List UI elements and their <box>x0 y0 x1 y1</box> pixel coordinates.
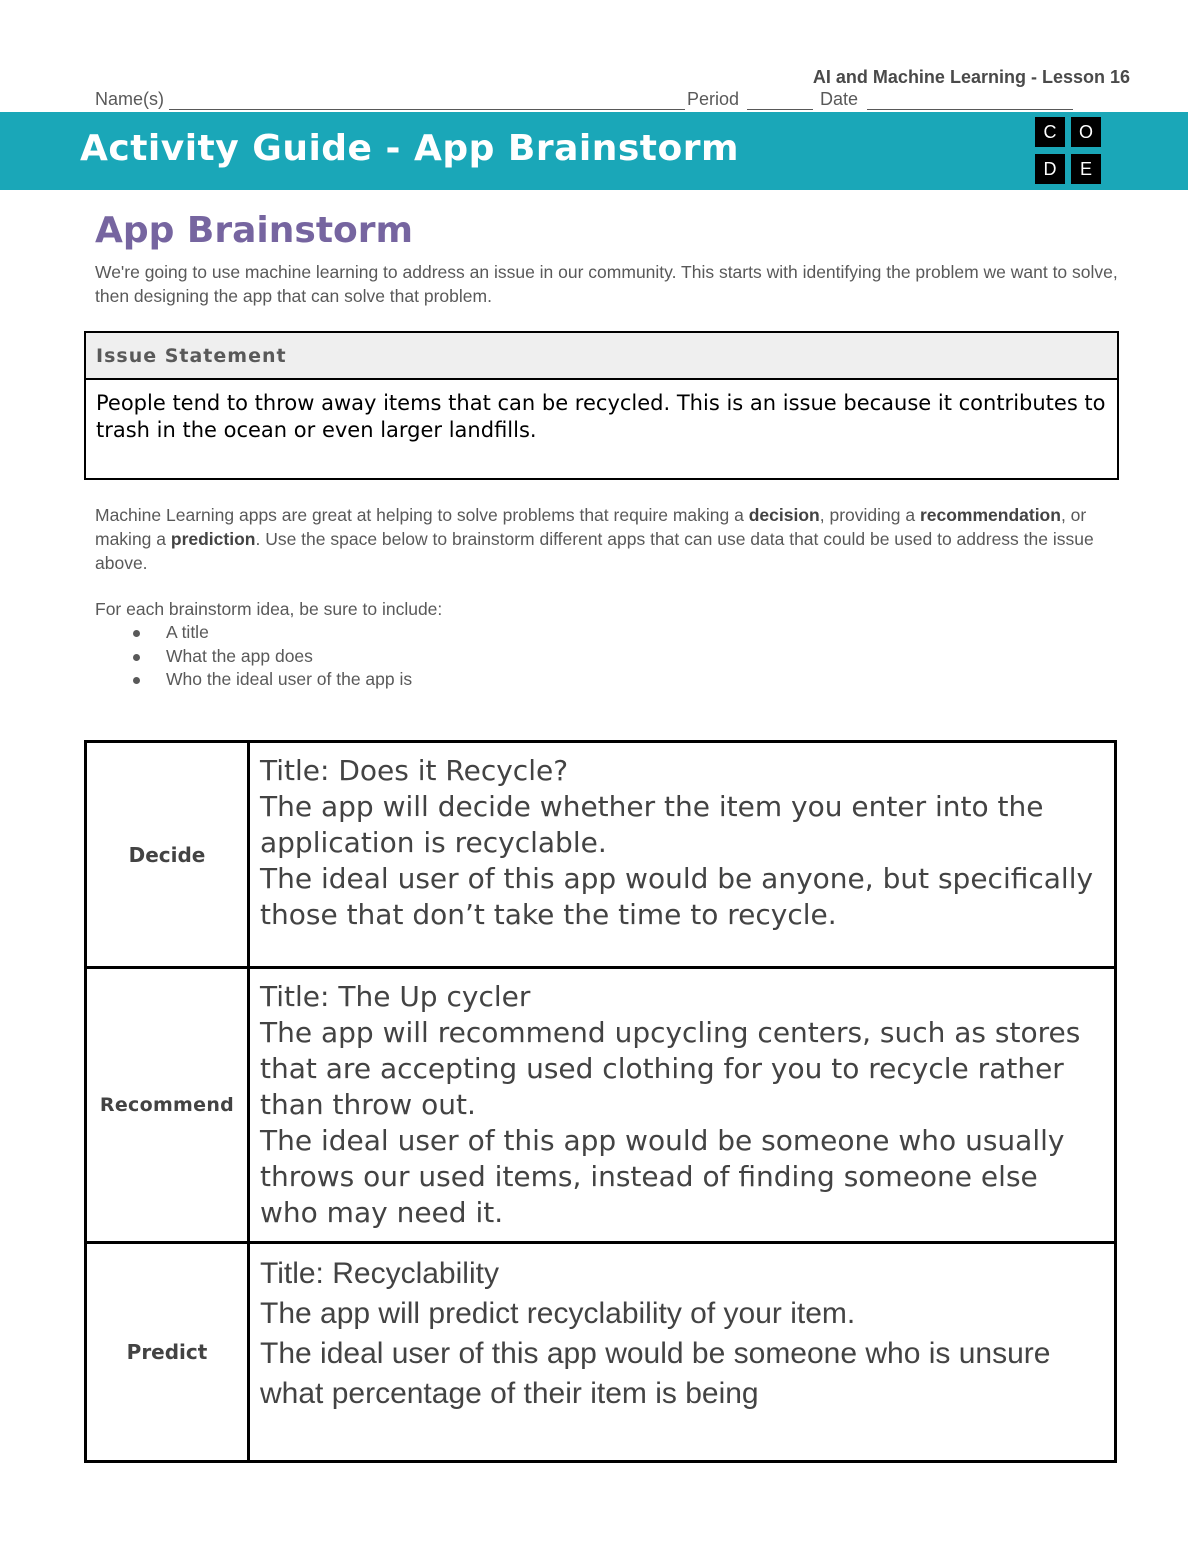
instructions-intro: For each brainstorm idea, be sure to include: <box>95 599 443 619</box>
table-row <box>86 742 1116 968</box>
idea-title: Title: The Up cycler <box>260 980 531 1013</box>
logo-letter-o: O <box>1071 117 1101 147</box>
list-item: A title <box>95 621 412 645</box>
section-heading: App Brainstorm <box>95 210 414 251</box>
ml-bold-recommendation: recommendation <box>919 505 1061 525</box>
issue-statement-text[interactable]: People tend to throw away items that can be recycled. This is an issue because it contributes to trash in the ocean or even larger landfills. <box>96 391 1106 442</box>
ml-text-2: , providing a <box>819 505 920 525</box>
idea-user: The ideal user of this app would be someone who is unsure what percentage of their item is being <box>260 1337 1051 1410</box>
ml-text-1: Machine Learning apps are great at helping to solve problems that require making a <box>95 505 749 525</box>
page-title: Activity Guide - App Brainstorm <box>80 128 739 169</box>
brainstorm-table <box>84 740 1117 1463</box>
list-item: Who the ideal user of the app is <box>95 668 412 692</box>
ml-bold-decision: decision <box>748 505 820 525</box>
table-row <box>86 968 1116 1243</box>
table-row <box>86 1243 1116 1462</box>
list-item: What the app does <box>95 645 412 669</box>
code-logo <box>1035 117 1105 187</box>
ml-bold-prediction: prediction <box>170 529 256 549</box>
instructions-list <box>95 621 412 692</box>
name-label: Name(s) <box>95 89 165 109</box>
intro-paragraph: We're going to use machine learning to address an issue in our community. This starts with identifying the problem we want to solve, then designing the app that can solve that problem. <box>95 262 1118 306</box>
idea-user: The ideal user of this app would be anyone, but specifically those that don’t take the time to recycle. <box>260 862 1094 931</box>
period-field-line[interactable] <box>747 109 813 110</box>
ml-paragraph <box>95 503 1125 575</box>
date-label: Date <box>820 89 859 109</box>
idea-title: Title: Does it Recycle? <box>260 754 569 787</box>
name-field-line[interactable] <box>169 109 685 110</box>
logo-letter-d: D <box>1035 154 1065 184</box>
issue-statement-header: Issue Statement <box>86 333 1117 380</box>
ml-text-4: . Use the space below to brainstorm different apps that can use data that could be used to address the issue above. <box>95 529 1094 573</box>
recommend-idea-cell[interactable] <box>249 968 1116 1243</box>
issue-statement-box <box>84 331 1119 480</box>
logo-letter-c: C <box>1035 117 1065 147</box>
idea-description: The app will predict recyclability of your item. <box>260 1297 856 1330</box>
idea-description: The app will decide whether the item you enter into the application is recyclable. <box>260 790 1044 859</box>
period-label: Period <box>687 89 740 109</box>
row-label-decide: Decide <box>86 742 249 968</box>
date-field-line[interactable] <box>867 109 1073 110</box>
logo-letter-e: E <box>1071 154 1101 184</box>
lesson-label: AI and Machine Learning - Lesson 16 <box>812 67 1130 87</box>
ml-text-3: , or making a <box>95 505 1087 549</box>
row-label-recommend: Recommend <box>86 968 249 1243</box>
decide-idea-cell[interactable] <box>249 742 1116 968</box>
row-label-predict: Predict <box>86 1243 249 1462</box>
predict-idea-cell[interactable] <box>249 1243 1116 1462</box>
idea-title: Title: Recyclability <box>260 1257 499 1290</box>
idea-user: The ideal user of this app would be someone who usually throws our used items, instead of finding someone else who may need it. <box>260 1124 1065 1229</box>
idea-description: The app will recommend upcycling centers, such as stores that are accepting used clothing for you to recycle rather than throw out. <box>260 1016 1081 1121</box>
